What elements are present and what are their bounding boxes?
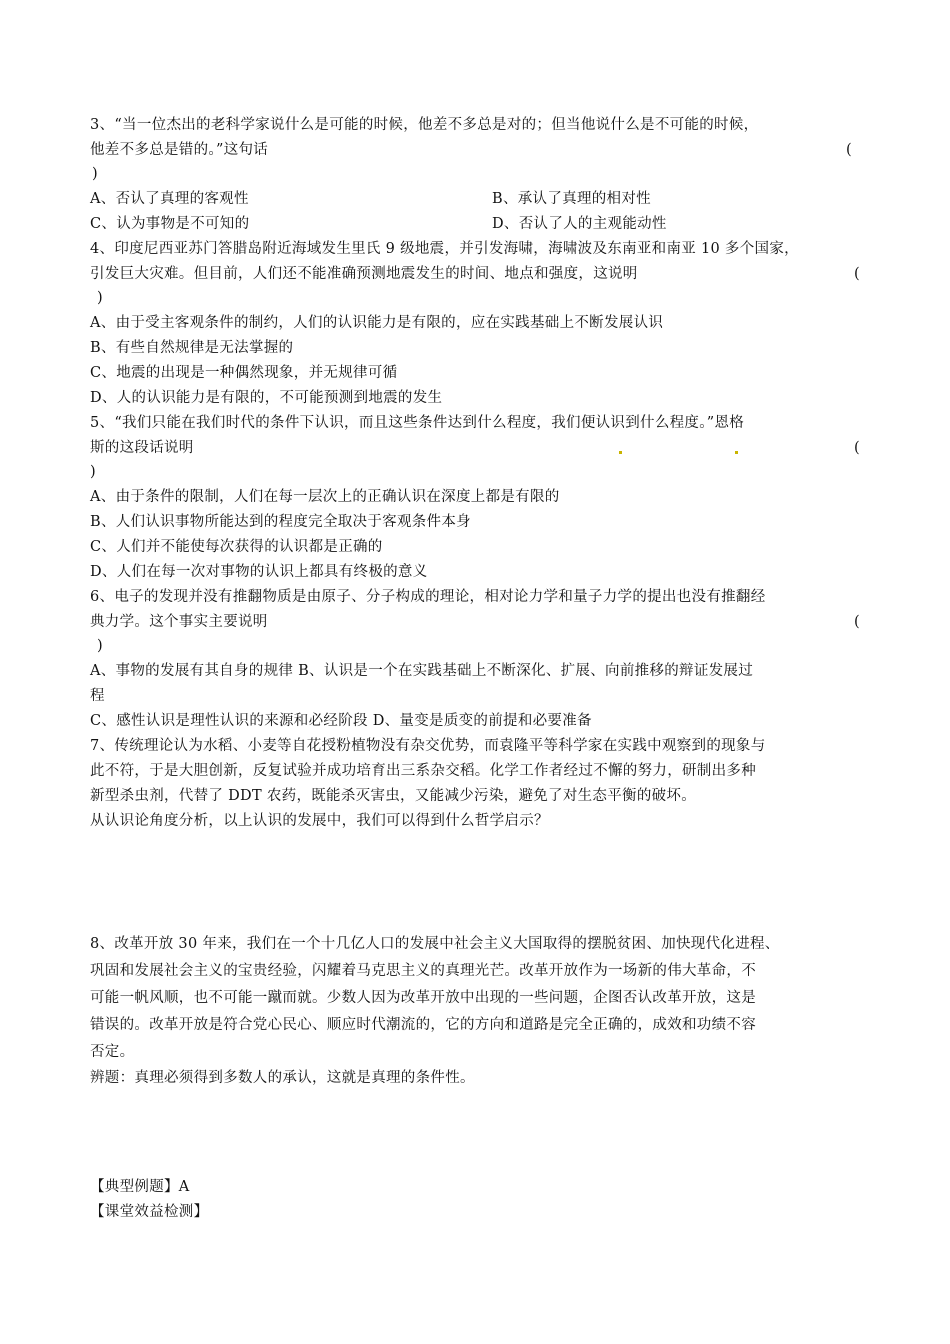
q7-text-line2: 此不符，于是大胆创新，反复试验并成功培育出三系杂交稻。化学工作者经过不懈的努力，研制出多种 bbox=[90, 763, 756, 779]
q5-stem-line1: 5、“我们只能在我们时代的条件下认识，而且这些条件达到什么程度，我们便认识到什么程度。”恩格 bbox=[90, 415, 745, 431]
q5-answer-paren-close: ) bbox=[90, 464, 96, 480]
q8-text-line2: 巩固和发展社会主义的宝贵经验，闪耀着马克思主义的真理光芒。改革开放作为一场新的伟大革命，不 bbox=[90, 963, 756, 979]
q3-stem-line2: 他差不多总是错的。”这句话 bbox=[90, 142, 269, 158]
q8-text-line3: 可能一帆风顺，也不可能一蹴而就。少数人因为改革开放中出现的一些问题，企图否认改革开放，这是 bbox=[90, 990, 756, 1006]
decorative-dot bbox=[619, 451, 622, 454]
q8-debate-prompt: 辨题：真理必须得到多数人的承认，这就是真理的条件性。 bbox=[90, 1070, 475, 1086]
q7-text-line1: 7、传统理论认为水稻、小麦等自花授粉植物没有杂交优势，而袁隆平等科学家在实践中观察到的现象与 bbox=[90, 738, 766, 754]
q4-answer-paren-close: ) bbox=[97, 290, 103, 306]
q5-option-c: C、人们并不能使每次获得的认识都是正确的 bbox=[90, 539, 383, 555]
q6-stem-line1: 6、电子的发现并没有推翻物质是由原子、分子构成的理论，相对论力学和量子力学的提出也没有推翻经 bbox=[90, 589, 766, 605]
q6-answer-paren-close: ) bbox=[97, 638, 103, 654]
classroom-check-heading: 【课堂效益检测】 bbox=[90, 1204, 209, 1220]
decorative-dot bbox=[735, 451, 738, 454]
q3-option-b: B、承认了真理的相对性 bbox=[492, 191, 651, 207]
q4-option-d: D、人的认识能力是有限的，不可能预测到地震的发生 bbox=[90, 390, 443, 406]
typical-example-heading: 【典型例题】A bbox=[90, 1179, 190, 1195]
q6-stem-line2: 典力学。这个事实主要说明 bbox=[90, 614, 268, 630]
q4-answer-paren-open: ( bbox=[854, 266, 860, 282]
q4-option-c: C、地震的出现是一种偶然现象，并无规律可循 bbox=[90, 365, 398, 381]
q5-option-d: D、人们在每一次对事物的认识上都具有终极的意义 bbox=[90, 564, 428, 580]
q4-option-b: B、有些自然规律是无法掌握的 bbox=[90, 340, 294, 356]
q5-stem-line2: 斯的这段话说明 bbox=[90, 440, 194, 456]
q3-option-a: A、否认了真理的客观性 bbox=[90, 191, 249, 207]
q5-option-a: A、由于条件的限制，人们在每一层次上的正确认识在深度上都是有限的 bbox=[90, 489, 560, 505]
q6-option-b-continued: 程 bbox=[90, 688, 105, 704]
q5-answer-paren-open: ( bbox=[854, 440, 860, 456]
q4-option-a: A、由于受主客观条件的制约，人们的认识能力是有限的，应在实践基础上不断发展认识 bbox=[90, 315, 664, 331]
q3-stem-line1: 3、“当一位杰出的老科学家说什么是可能的时候，他差不多总是对的；但当他说什么是不可能的时候， bbox=[90, 117, 759, 133]
q6-options-a-b: A、事物的发展有其自身的规律 B、认识是一个在实践基础上不断深化、扩展、向前推移的辩证发展过 bbox=[90, 663, 754, 679]
q6-answer-paren-open: ( bbox=[854, 614, 860, 630]
q3-answer-paren-open: ( bbox=[846, 142, 852, 158]
q8-text-line5: 否定。 bbox=[90, 1044, 135, 1060]
q8-text-line4: 错误的。改革开放是符合党心民心、顺应时代潮流的，它的方向和道路是完全正确的，成效和功绩不容 bbox=[90, 1017, 756, 1033]
q7-text-line3: 新型杀虫剂，代替了 DDT 农药，既能杀灭害虫，又能减少污染，避免了对生态平衡的破坏。 bbox=[90, 788, 697, 804]
q6-options-c-d: C、感性认识是理性认识的来源和必经阶段 D、量变是质变的前提和必要准备 bbox=[90, 713, 592, 729]
q3-answer-paren-close: ) bbox=[92, 166, 98, 182]
q7-question: 从认识论角度分析，以上认识的发展中，我们可以得到什么哲学启示？ bbox=[90, 813, 549, 829]
q4-stem-line2: 引发巨大灾难。但目前，人们还不能准确预测地震发生的时间、地点和强度，这说明 bbox=[90, 266, 638, 282]
q5-option-b: B、人们认识事物所能达到的程度完全取决于客观条件本身 bbox=[90, 514, 471, 530]
q4-stem-line1: 4、印度尼西亚苏门答腊岛附近海域发生里氏 9 级地震，并引发海啸，海啸波及东南亚和南亚 10 多个国家， bbox=[90, 241, 799, 257]
q8-text-line1: 8、改革开放 30 年来，我们在一个十几亿人口的发展中社会主义大国取得的摆脱贫困、加快现代化进程、 bbox=[90, 936, 780, 952]
q3-option-d: D、否认了人的主观能动性 bbox=[492, 216, 667, 232]
q3-option-c: C、认为事物是不可知的 bbox=[90, 216, 250, 232]
